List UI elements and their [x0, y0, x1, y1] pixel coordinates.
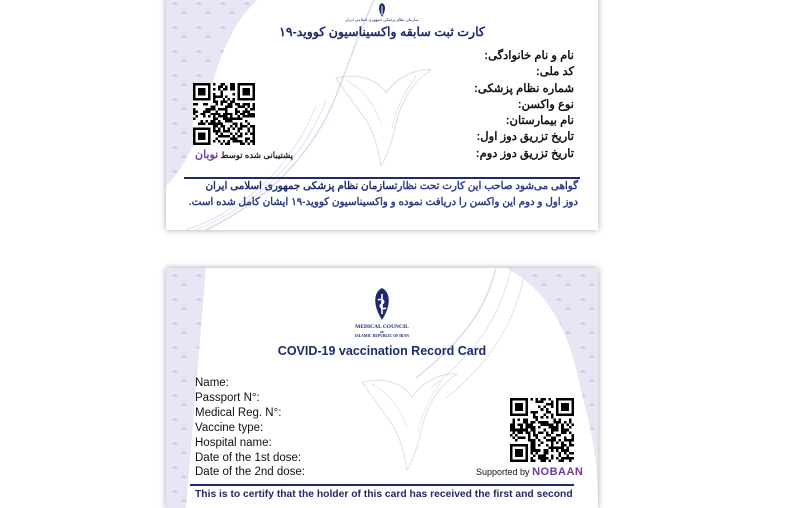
- english-vaccination-card: [166, 268, 598, 508]
- certification-statement: This is to certify that the holder of this card has received the first and second: [195, 489, 573, 500]
- field-list: [195, 376, 305, 480]
- brand-logo-nobaan: NOBAAN: [532, 466, 584, 478]
- certification-line2: دوز اول و دوم این واکسن را دریافت نموده و واکسیناسیون کووید-۱۹ ایشان کامل شده است.: [188, 197, 578, 208]
- field-dose1-date-label: Date of the 1st dose:: [195, 451, 302, 464]
- persian-vaccination-card: [166, 0, 598, 230]
- bird-watermark-icon: [352, 352, 462, 472]
- field-list: [334, 48, 574, 162]
- footer-divider: [190, 484, 574, 486]
- logo-caption-line1: MEDICAL COUNCIL: [355, 324, 409, 330]
- field-dose1-date-label: تاریخ تزریق دوز اول:: [476, 131, 574, 144]
- support-note: [192, 148, 293, 161]
- support-text: پشتیبانی شده توسط: [220, 150, 294, 160]
- field-national-id-label: کد ملی:: [535, 66, 574, 79]
- certification-statement: [186, 179, 578, 211]
- logo-caption-line3: ISLAMIC REPUBLIC OF IRAN: [355, 334, 409, 338]
- field-vaccine-type-label: Vaccine type:: [195, 421, 264, 434]
- field-name-label: Name:: [195, 377, 229, 389]
- qr-code-icon: [510, 398, 574, 462]
- card-title: کارت ثبت سابقه واکسیناسیون کووید-۱۹: [279, 25, 485, 39]
- field-dose2-date-label: Date of the 2nd dose:: [195, 466, 305, 479]
- brand-logo-nobaan: نوبان: [195, 149, 219, 161]
- certification-line1b: سازمان نظام پزشکی جمهوری اسلامی ایران: [205, 181, 395, 192]
- logo-caption: سازمان نظام پزشکی جمهوری اسلامی ایران: [345, 17, 419, 22]
- field-hospital-label: نام بیمارستان:: [505, 115, 574, 128]
- medical-council-emblem-icon: [372, 2, 392, 18]
- field-medical-reg-label: Medical Reg. N°:: [195, 406, 282, 419]
- field-passport-label: Passport N°:: [195, 391, 260, 404]
- certification-line1a: گواهی می‌شود صاحب این کارت تحت نظارت: [394, 181, 578, 192]
- medical-council-emblem-icon: [366, 286, 398, 322]
- support-text: Supported by: [476, 467, 530, 477]
- qr-code-icon: [193, 83, 255, 145]
- logo-caption-line2: OF: [379, 330, 385, 334]
- field-medical-reg-label: شماره نظام پزشکی:: [474, 82, 574, 95]
- support-note: [476, 466, 583, 478]
- card-title: COVID-19 vaccination Record Card: [277, 344, 487, 358]
- field-full-name-label: نام و نام خانوادگی:: [484, 50, 574, 62]
- field-vaccine-type-label: نوع واکسن:: [517, 98, 574, 111]
- field-hospital-label: Hospital name:: [195, 436, 272, 449]
- field-dose2-date-label: تاریخ تزریق دوز دوم:: [475, 147, 574, 160]
